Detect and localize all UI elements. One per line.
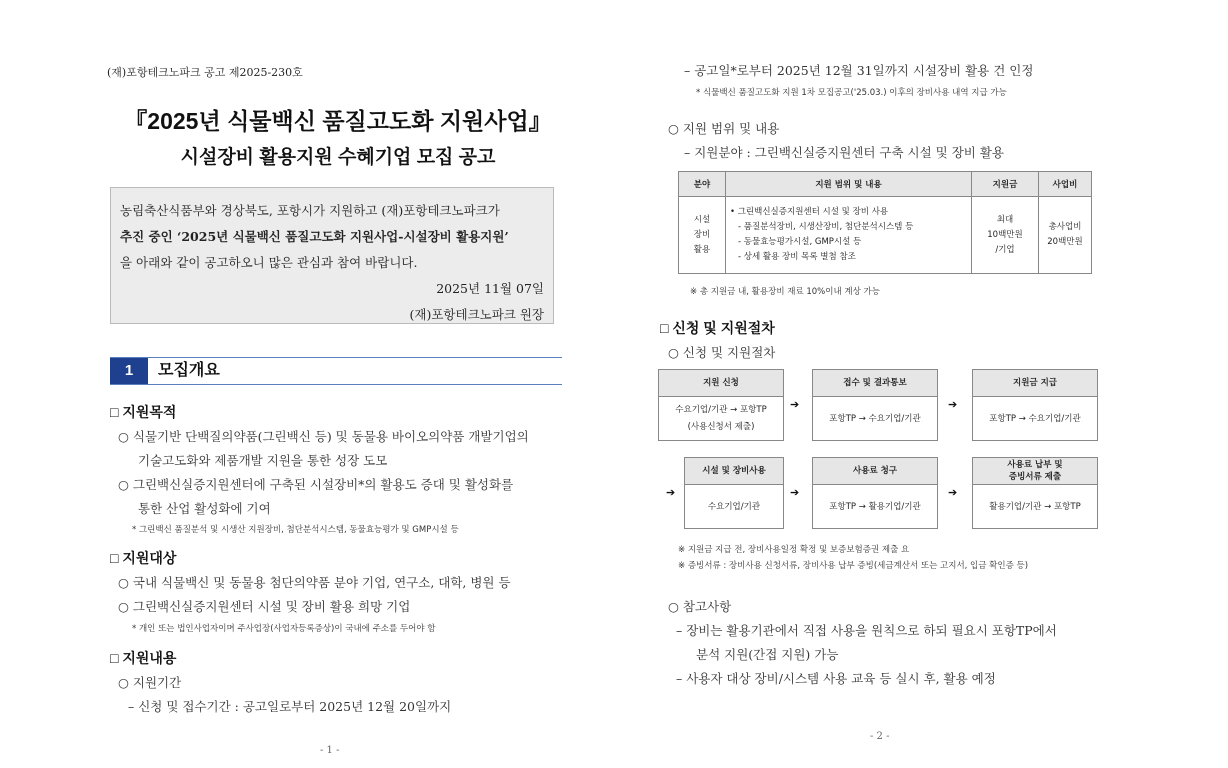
intro-signer: (재)포항테크노파크 원장 — [409, 307, 544, 322]
document-title: 『2025년 식물백신 품질고도화 지원사업』 — [124, 108, 552, 134]
notice-number: (재)포항테크노파크 공고 제2025-230호 — [107, 66, 303, 79]
support-scope-table — [678, 171, 1092, 274]
period-note: * 식물백신 품질고도화 지원 1차 모집공고('25.03.) 이후의 장비사용 내역 지급 가능 — [696, 88, 1007, 98]
flow-step-settlement — [972, 457, 1098, 529]
page-number-1: - 1 - — [320, 745, 340, 756]
content-bullet-1: ○ 지원기간 — [118, 675, 182, 690]
table-item: - 동물효능평가시설, GMP시설 등 — [738, 237, 862, 247]
flow-step-title: 지원 신청 — [659, 370, 783, 397]
intro-line-1: 농림축산식품부와 경상북도, 포항시가 지원하고 (재)포항테크노파크가 — [120, 203, 500, 218]
table-cell-budget: 총사업비 20백만원 — [1039, 197, 1092, 274]
scope-bullet: ○ 지원 범위 및 내용 — [668, 121, 780, 136]
intro-box — [110, 187, 554, 324]
reference-detail-1-line-1: – 장비는 활용기관에서 직접 사용을 원칙으로 하되 필요시 포항TP에서 — [676, 623, 1057, 638]
scope-detail: – 지원분야 : 그린백신실증지원센터 구축 시설 및 장비 활용 — [684, 145, 1004, 160]
reference-detail-1-line-2: 분석 지원(간접 지원) 가능 — [696, 647, 839, 662]
document-page-2 — [614, 0, 1228, 768]
document-subtitle: 시설장비 활용지원 수혜기업 모집 공고 — [180, 147, 496, 168]
flow-step-payment — [972, 369, 1098, 441]
target-heading: □ 지원대상 — [110, 550, 177, 566]
section-title: 모집개요 — [158, 362, 220, 379]
intro-line-2: 추진 중인 ‘2025년 식물백신 품질고도화 지원사업-시설장비 활용지원’ — [120, 229, 509, 244]
arrow-right-icon: ➔ — [948, 398, 958, 411]
table-cell-grant: 최대 10백만원 /기업 — [972, 197, 1039, 274]
table-cell-content — [726, 197, 972, 274]
arrow-right-icon: ➔ — [948, 486, 958, 499]
purpose-bullet-2-line-1: ○ 그린백신실증지원센터에 구축된 시설장비*의 활용도 증대 및 활성화를 — [118, 477, 514, 492]
flow-step-body: 수요기업/기관 — [707, 501, 761, 512]
table-item: - 품질분석장비, 시생산장비, 첨단분석시스템 등 — [738, 222, 914, 232]
flow-step-title: 지원금 지급 — [973, 370, 1097, 397]
flow-step-apply — [658, 369, 784, 441]
flow-note-2: ※ 증빙서류 : 장비사용 신청서류, 장비사용 납부 증빙(세금계산서 또는 고지서, 입금 확인증 등) — [678, 561, 1029, 571]
table-header-cell: 지원금 — [972, 172, 1039, 197]
flow-step-body: 포항TP → 수요기업/기관 — [989, 413, 1081, 424]
table-row — [679, 197, 1092, 274]
flow-step-billing — [812, 457, 938, 529]
content-heading: □ 지원내용 — [110, 650, 177, 666]
section-divider-bottom — [110, 384, 562, 385]
flow-step-body: 활용기업/기관 → 포항TP — [989, 501, 1081, 512]
section-number: 1 — [110, 358, 148, 384]
procedure-heading: □ 신청 및 지원절차 — [660, 320, 775, 336]
purpose-heading: □ 지원목적 — [110, 404, 177, 420]
target-bullet-2: ○ 그린백신실증지원센터 시설 및 장비 활용 희망 기업 — [118, 599, 411, 614]
flow-step-use — [684, 457, 784, 529]
flow-step-body: 수요기업/기관 → 포항TP (사용신청서 제출) — [675, 405, 767, 432]
target-note: * 개인 또는 법인사업자이며 주사업장(사업자등록증상)이 국내에 주소를 두어야 함 — [132, 624, 436, 634]
table-cell-field: 시설 장비 활용 — [679, 197, 726, 274]
procedure-subheading: ○ 신청 및 지원절차 — [668, 345, 776, 360]
flow-step-title: 사용료 납부 및 증빙서류 제출 — [973, 458, 1097, 485]
arrow-right-icon: ➔ — [790, 398, 800, 411]
period-detail-2: – 공고일*로부터 2025년 12월 31일까지 시설장비 활용 건 인정 — [684, 63, 1034, 78]
table-header-cell: 분야 — [679, 172, 726, 197]
page-number-2: - 2 - — [870, 731, 890, 742]
reference-detail-2: – 사용자 대상 장비/시스템 사용 교육 등 실시 후, 활용 예정 — [676, 671, 996, 686]
intro-date: 2025년 11월 07일 — [436, 281, 544, 296]
flow-step-title: 시설 및 장비사용 — [685, 458, 783, 485]
purpose-note: * 그린백신 품질분석 및 시생산 지원장비, 첨단분석시스템, 동물효능평가 및 GMP시설 등 — [132, 525, 459, 535]
target-bullet-1: ○ 국내 식물백신 및 동물용 첨단의약품 분야 기업, 연구소, 대학, 병원 등 — [118, 575, 511, 590]
table-header-cell: 지원 범위 및 내용 — [726, 172, 972, 197]
flow-step-body: 포항TP → 수요기업/기관 — [829, 413, 921, 424]
table-header-cell: 사업비 — [1039, 172, 1092, 197]
intro-line-3: 을 아래와 같이 공고하오니 많은 관심과 참여 바랍니다. — [120, 255, 418, 270]
flow-step-body: 포항TP → 활용기업/기관 — [829, 501, 921, 512]
reference-bullet: ○ 참고사항 — [668, 599, 732, 614]
arrow-right-icon: ➔ — [666, 486, 676, 499]
flow-step-title: 사용료 청구 — [813, 458, 937, 485]
purpose-bullet-1-line-2: 기술고도화와 제품개발 지원을 통한 성장 도모 — [138, 453, 388, 468]
table-item: - 상세 활용 장비 목록 별첨 참조 — [738, 252, 856, 262]
flow-step-review — [812, 369, 938, 441]
arrow-right-icon: ➔ — [790, 486, 800, 499]
flow-note-1: ※ 지원금 지급 전, 장비사용일정 확정 및 보증보험증권 제출 요 — [678, 545, 910, 555]
content-detail-1: – 신청 및 접수기간 : 공고일로부터 2025년 12월 20일까지 — [128, 699, 452, 714]
table-item: • 그린백신실증지원센터 시설 및 장비 사용 — [730, 207, 889, 217]
table-note: ※ 총 지원금 내, 활용장비 재료 10%이내 계상 가능 — [690, 287, 880, 297]
purpose-bullet-2-line-2: 통한 산업 활성화에 기여 — [138, 501, 271, 516]
table-header-row — [679, 172, 1092, 197]
flow-step-title: 접수 및 결과통보 — [813, 370, 937, 397]
purpose-bullet-1-line-1: ○ 식물기반 단백질의약품(그린백신 등) 및 동물용 바이오의약품 개발기업의 — [118, 429, 529, 444]
